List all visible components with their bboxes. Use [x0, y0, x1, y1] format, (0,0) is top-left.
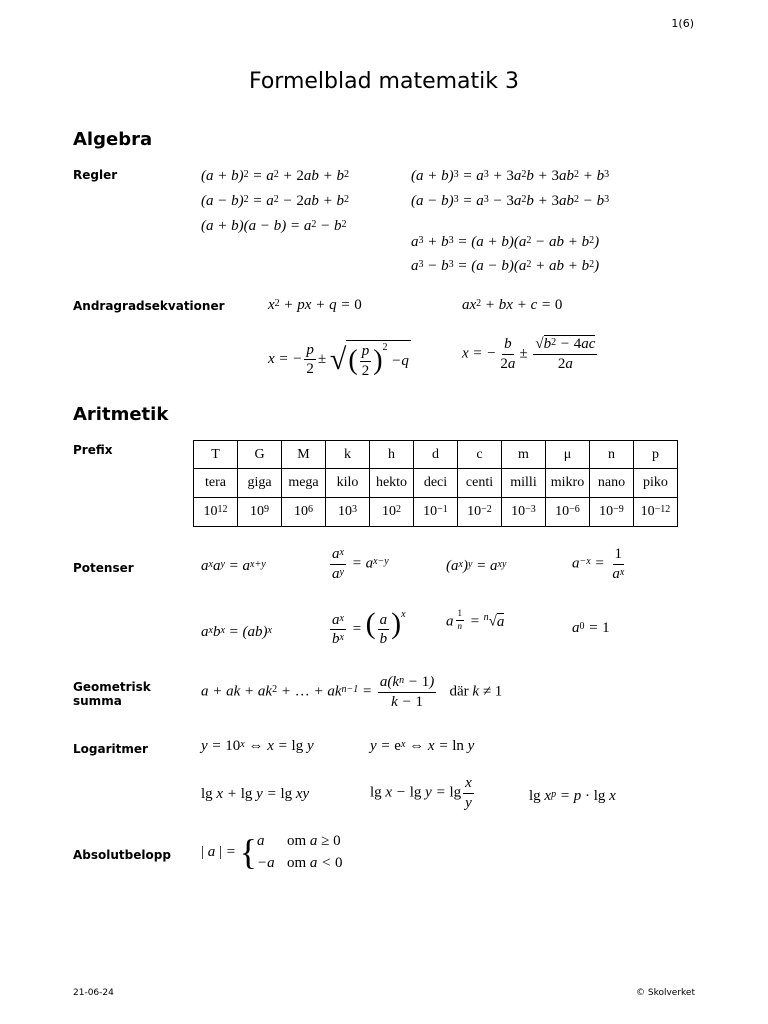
section-heading-aritmetik: Aritmetik	[73, 404, 169, 425]
label-prefix: Prefix	[73, 443, 113, 457]
prefix-symbol: c	[458, 441, 502, 469]
prefix-symbol-row	[194, 441, 678, 469]
prefix-symbol: p	[634, 441, 678, 469]
label-geometrisk: Geometrisk	[73, 680, 151, 694]
formula-log-difference: lg x − lg y = lg $\frac{x}{y}$	[370, 775, 472, 811]
prefix-power: $10^{-2}$	[458, 498, 502, 527]
geometric-condition-word: där	[449, 683, 469, 700]
prefix-name: hekto	[370, 469, 414, 498]
formula-quotient-power: $\frac{a^x}{b^x}$ = ( $\frac{a}{b}$ )$^x$	[332, 607, 406, 648]
prefix-symbol: m	[502, 441, 546, 469]
prefix-power: $10^{-3}$	[502, 498, 546, 527]
prefix-power: $10^{-1}$	[414, 498, 458, 527]
prefix-power: $10^3$	[326, 498, 370, 527]
label-logaritmer: Logaritmer	[73, 742, 148, 756]
formula-pq-solution: x = − $\frac{p}{2}$ ± √ ( $\frac{p}{2}$ ) $^2$ − q	[268, 341, 409, 379]
formula-lg-definition: $y = 10^x$ ⇔ x = lg y	[201, 738, 314, 754]
prefix-symbol: G	[238, 441, 282, 469]
formula-square-sum: $(a + b)^2 = a^2 + 2ab + b^2$	[201, 168, 349, 184]
prefix-symbol: n	[590, 441, 634, 469]
prefix-name: piko	[634, 469, 678, 498]
page-title: Formelblad matematik 3	[248, 69, 520, 94]
prefix-power-row	[194, 498, 678, 527]
formula-power-of-power: $(a^x)^y = a^{xy}$	[446, 558, 507, 574]
formula-square-diff: $(a - b)^2 = a^2 - 2ab + b^2$	[201, 193, 349, 209]
formula-ln-definition: $y = e^x$ ⇔ x = ln y	[370, 738, 475, 754]
prefix-name: giga	[238, 469, 282, 498]
prefix-power: $10^{-6}$	[546, 498, 590, 527]
prefix-symbol: μ	[546, 441, 590, 469]
prefix-symbol: h	[370, 441, 414, 469]
prefix-name: mega	[282, 469, 326, 498]
prefix-name: tera	[194, 469, 238, 498]
formula-power-quotient: $\frac{a^x}{a^y}$ = $a^{x-y}$	[332, 546, 389, 582]
formula-cube-diff: $(a - b)^3 = a^3 - 3a^2b + 3ab^2 - b^3$	[411, 193, 610, 209]
prefix-power: $10^9$	[238, 498, 282, 527]
formula-absolute-value: | a | = { a om a ≥ 0 −a om a < 0	[201, 832, 343, 872]
prefix-name: kilo	[326, 469, 370, 498]
prefix-name: nano	[590, 469, 634, 498]
formula-product-power: $a^xb^x = (ab)^x$	[201, 624, 272, 640]
label-absolutbelopp: Absolutbelopp	[73, 848, 171, 862]
prefix-name-row	[194, 469, 678, 498]
brace-symbol: {	[239, 832, 257, 872]
label-regler: Regler	[73, 168, 118, 182]
prefix-power: $10^6$	[282, 498, 326, 527]
prefix-symbol: T	[194, 441, 238, 469]
prefix-power: $10^2$	[370, 498, 414, 527]
prefix-power: $10^{12}$	[194, 498, 238, 527]
prefix-symbol: k	[326, 441, 370, 469]
prefix-name: deci	[414, 469, 458, 498]
prefix-table	[193, 440, 678, 527]
footer-copyright: © Skolverket	[636, 988, 695, 998]
label-summa: summa	[73, 694, 122, 708]
formula-cube-sum: $(a + b)^3 = a^3 + 3a^2b + 3ab^2 + b^3$	[411, 168, 610, 184]
formula-sum-of-cubes: $a^3 + b^3 = (a + b)(a^2$ − ab + $b^2$)	[411, 234, 600, 250]
prefix-power: $10^{-12}$	[634, 498, 678, 527]
prefix-name: centi	[458, 469, 502, 498]
formula-abc-equation: $ax^2$ + bx + c = 0	[462, 297, 563, 313]
section-heading-algebra: Algebra	[73, 129, 153, 150]
prefix-symbol: M	[282, 441, 326, 469]
prefix-name: mikro	[546, 469, 590, 498]
formula-power-product: $a^xa^y = a^{x+y}$	[201, 558, 266, 574]
formula-conjugate: $(a + b)(a - b) = a^2 - b^2$	[201, 218, 347, 234]
formula-negative-exponent: $a^{-x}$ = $\frac{1}{a^x}$	[572, 546, 625, 582]
formula-geometric-sum: a + ak + $ak^2$ + … + $ak^{n-1}$ = $\frac{a(k^n - 1)}{k - 1}$ där k ≠ 1	[201, 674, 503, 710]
formula-root-exponent: a $^{\frac{1}{n}}$ = $^n$√a	[446, 608, 505, 631]
formula-pq-equation: $x^2$ + px + q = 0	[268, 297, 362, 313]
label-andragradsekvationer: Andragradsekvationer	[73, 299, 225, 313]
label-potenser: Potenser	[73, 561, 134, 575]
formula-log-sum: lg x + lg y = lg xy	[201, 786, 310, 802]
page-number: 1(6)	[671, 17, 694, 30]
prefix-power: $10^{-9}$	[590, 498, 634, 527]
formula-abc-solution: x = − $\frac{b}{2a}$ ± $\frac{√b^2 - 4ac}{2a}$	[462, 336, 596, 372]
formula-zero-exponent: $a^0 = 1$	[572, 620, 610, 636]
formula-log-power: $\lg x^p = p \cdot \lg x$	[529, 788, 616, 804]
prefix-name: milli	[502, 469, 546, 498]
prefix-symbol: d	[414, 441, 458, 469]
formula-diff-of-cubes: $a^3 - b^3 = (a - b)(a^2$ + ab + $b^2$)	[411, 258, 600, 274]
footer-date: 21-06-24	[73, 988, 114, 998]
